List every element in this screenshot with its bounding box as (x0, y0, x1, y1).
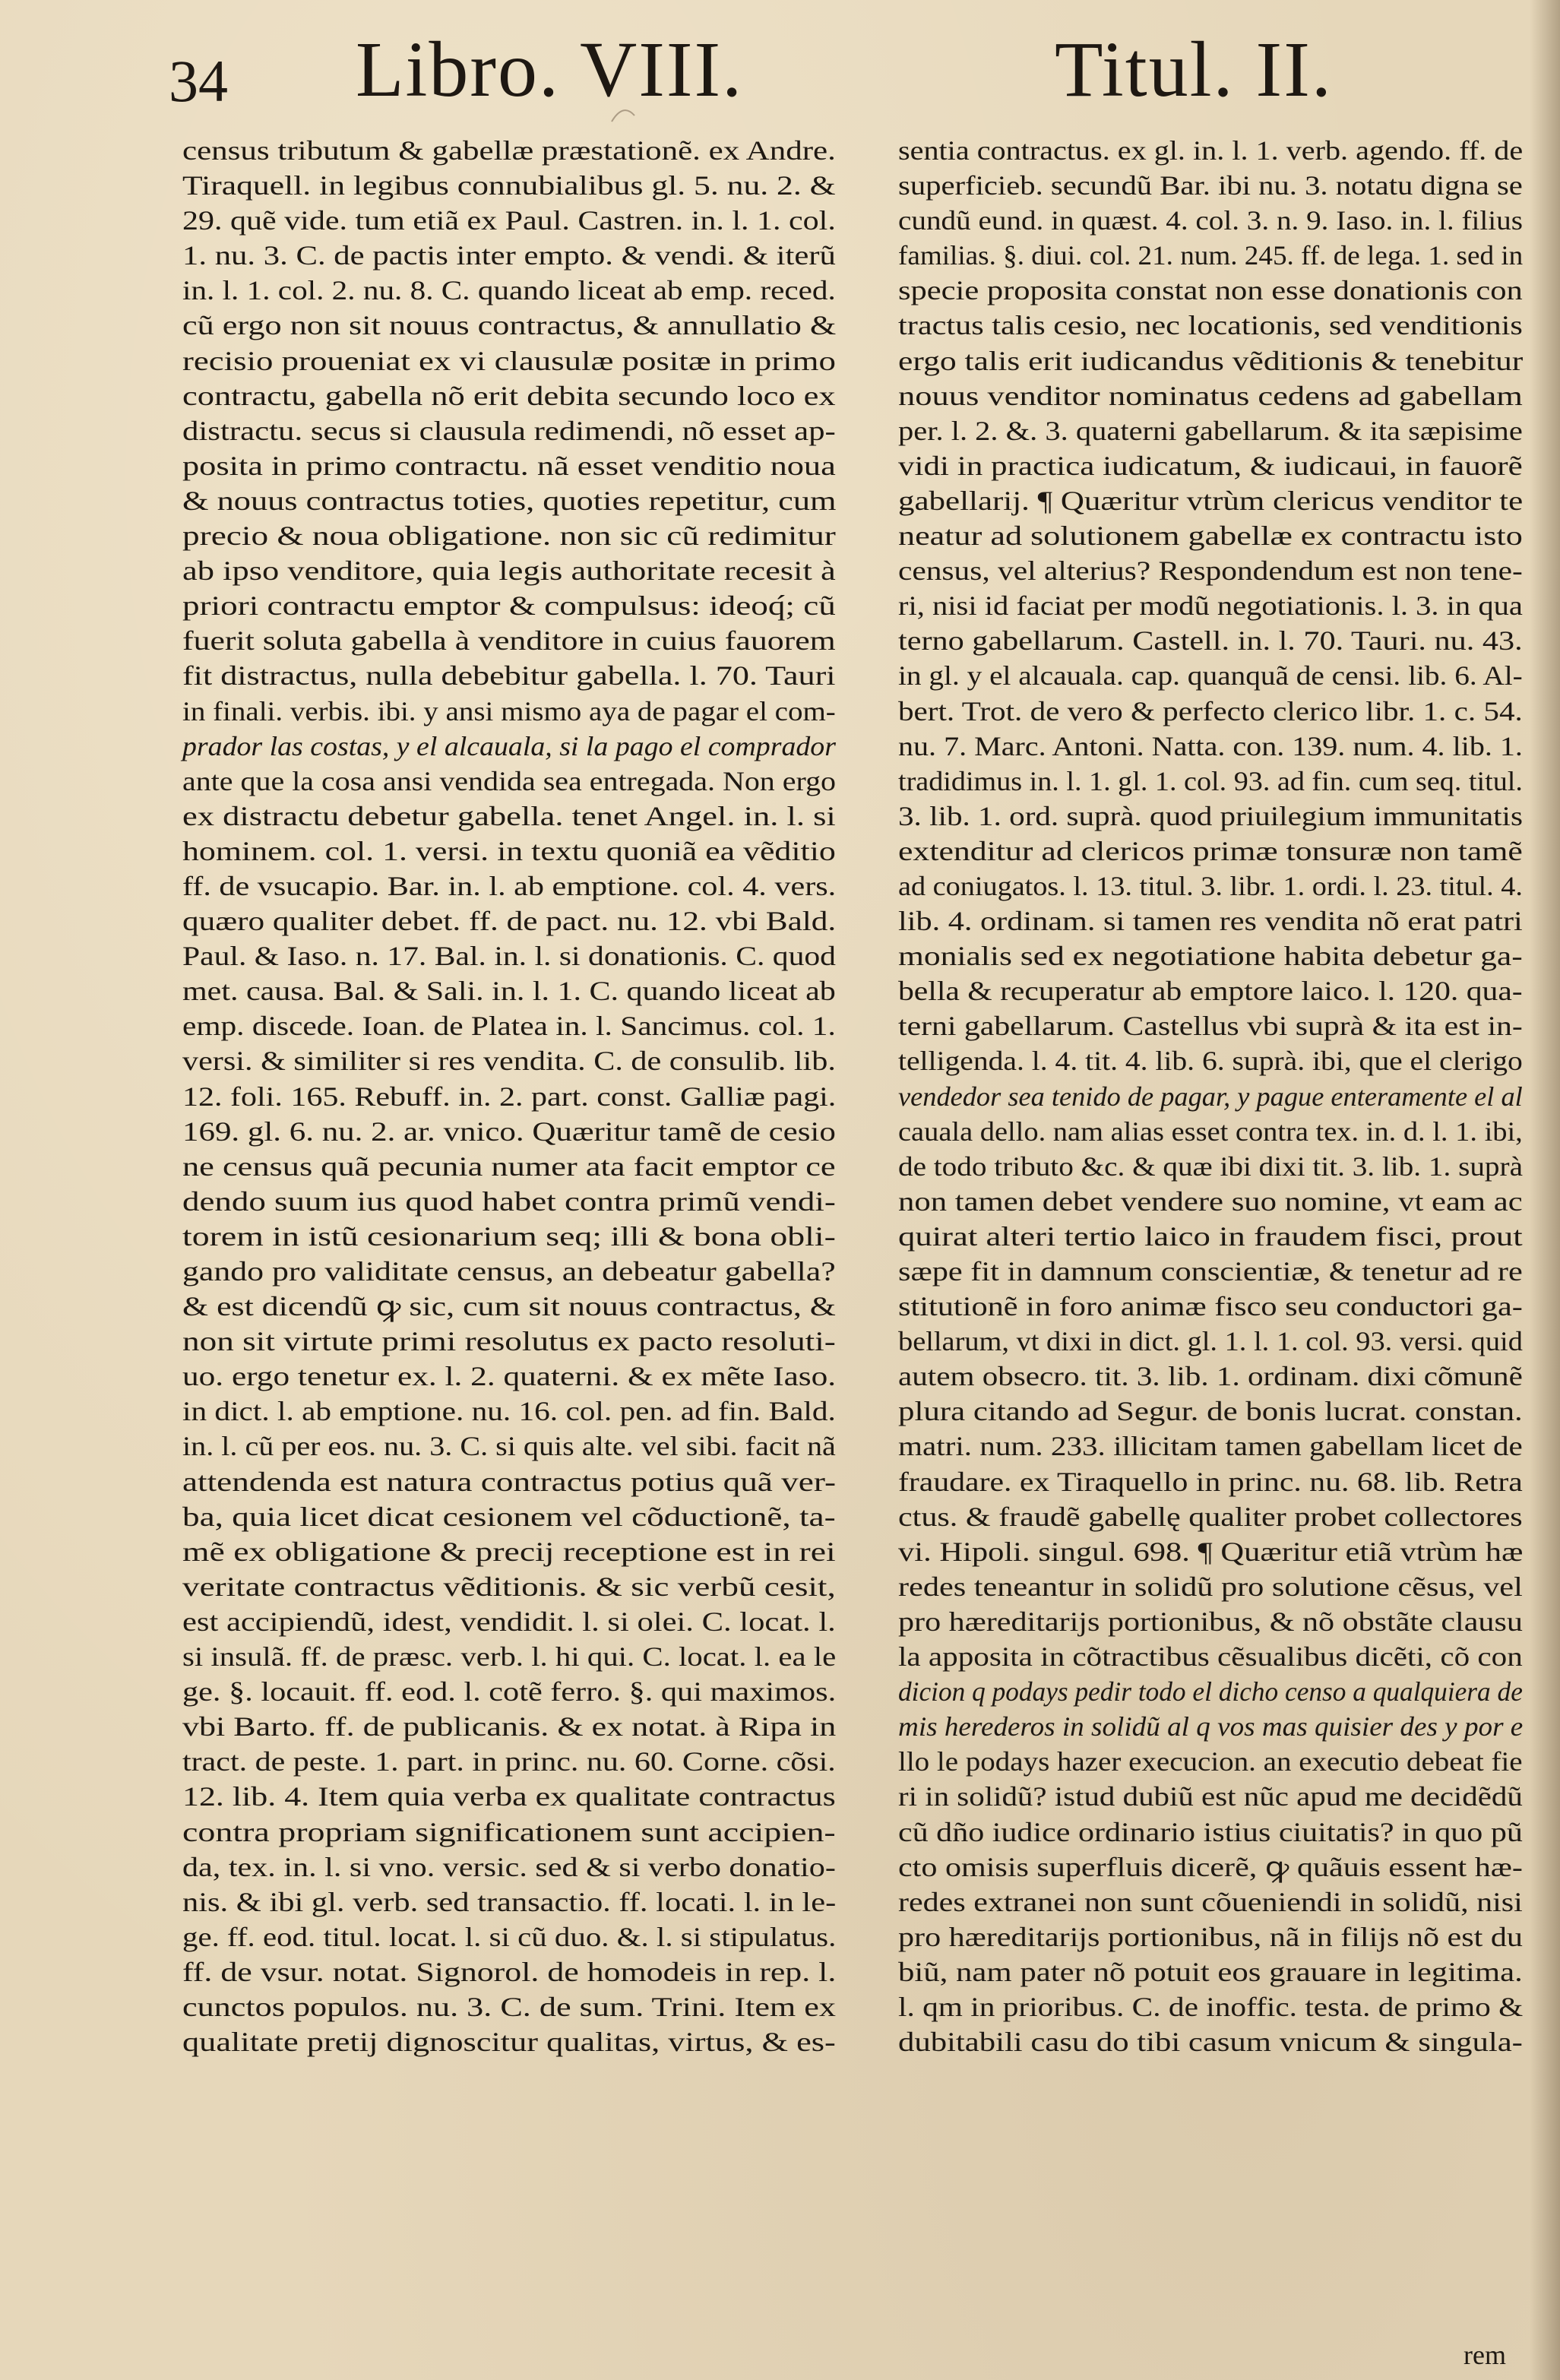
text-line: dubitabili casu do tibi casum vnicum & singula- (898, 2027, 1523, 2058)
text-line: biũ, nam pater nõ potuit eos grauare in legitima. (898, 1956, 1523, 1987)
text-line: cunctos populos. nu. 3. C. de sum. Trini. Item ex (182, 1991, 836, 2022)
text-line: pro hæreditarijs portionibus, & nõ obstãte clausu (898, 1606, 1523, 1637)
text-line: ab ipso venditore, quia legis authoritate recesit à (182, 555, 836, 587)
text-line: met. causa. Bal. & Sali. in. l. 1. C. quando liceat ab (182, 976, 836, 1007)
text-line: priori contractu emptor & compulsus: ideoq́; cũ (182, 590, 836, 622)
text-line: la apposita in cõtractibus cẽsualibus dicẽti, cõ con (898, 1641, 1523, 1673)
text-line: Paul. & Iaso. n. 17. Bal. in. l. si donationis. C. quod (182, 941, 836, 972)
text-line: telligenda. l. 4. tit. 4. lib. 6. suprà. ibi, que el clerigo (898, 1046, 1523, 1077)
text-line: vidi in practica iudicatum, & iudicaui, in fauorẽ (898, 450, 1523, 481)
text-line: de todo tributo &c. & quæ ibi dixi tit. 3. lib. 1. suprà (898, 1150, 1523, 1182)
text-line: ante que la cosa ansi vendida sea entregada. Non ergo (182, 765, 837, 796)
text-line: in. l. 1. col. 2. nu. 8. C. quando liceat ab emp. reced. (182, 275, 836, 306)
text-line: superficieb. secundũ Bar. ibi nu. 3. notatu digna se (898, 170, 1523, 201)
text-line: in finali. verbis. ibi. y ansi mismo aya de pagar el com- (182, 695, 836, 726)
text-line: bert. Trot. de vero & perfecto clerico libr. 1. c. 54. (898, 695, 1523, 726)
text-line: ergo talis erit iudicandus vẽditionis & tenebitur (898, 345, 1524, 376)
text-line: dendo suum ius quod habet contra primũ vendi- (182, 1185, 836, 1217)
text-line: familias. §. diui. col. 21. num. 245. ff. de lega. 1. sed in (898, 240, 1524, 271)
text-line: extenditur ad clericos primæ tonsuræ non tamẽ (898, 835, 1523, 866)
text-line: ad coniugatos. l. 13. titul. 3. libr. 1. ordi. l. 23. titul. 4. (898, 870, 1523, 901)
text-line: gando pro validitate census, an debeatur gabella? (182, 1256, 836, 1287)
text-line: census tributum & gabellæ præstationẽ. ex Andre. (182, 135, 836, 166)
text-line: ge. §. locauit. ff. eod. l. cotẽ ferro. §. qui maximos. (182, 1676, 837, 1707)
text-line: lib. 4. ordinam. si tamen res vendita nõ erat patri (898, 906, 1523, 937)
text-line: emp. discede. Ioan. de Platea in. l. Sancimus. col. 1. (182, 1011, 836, 1042)
text-line: fraudare. ex Tiraquello in princ. nu. 68. lib. Retra (898, 1466, 1523, 1497)
text-line: non sit virtute primi resolutus ex pacto resoluti- (182, 1326, 836, 1357)
text-line: vbi Barto. ff. de publicanis. & ex notat. à Ripa in (182, 1711, 837, 1742)
text-line: ctus. & fraudẽ gabellę qualiter probet collectores (898, 1501, 1523, 1532)
text-line: hominem. col. 1. versi. in textu quoniã ea vẽditio (182, 835, 836, 866)
text-line: sæpe fit in damnum conscientiæ, & tenetur ad re (898, 1256, 1523, 1287)
text-line: cauala dello. nam alias esset contra tex. in. d. l. 1. ibi, (898, 1116, 1523, 1147)
catchword: rem (1463, 2340, 1506, 2370)
text-line: prador las costas, y el alcauala, si la pago el comprador (182, 730, 836, 761)
text-line: 3. lib. 1. ord. suprà. quod priuilegium immunitatis (898, 800, 1523, 831)
text-line: monialis sed ex negotiatione habita debetur ga- (898, 941, 1523, 972)
text-line: non tamen debet vendere suo nomine, vt eam ac (898, 1185, 1523, 1217)
text-line: Tiraquell. in legibus connubialibus gl. 5. nu. 2. & (182, 170, 836, 201)
text-line: quirat alteri tertio laico in fraudem fisci, prout (898, 1220, 1523, 1252)
text-line: in dict. l. ab emptione. nu. 16. col. pen. ad fin. Bald. (182, 1396, 836, 1427)
text-line: uo. ergo tenetur ex. l. 2. quaterni. & ex mẽte Iaso. (182, 1361, 837, 1392)
text-line: recisio proueniat ex vi clausulæ positæ in primo (182, 345, 836, 376)
text-line: l. qm in prioribus. C. de inoffic. testa. de primo & (898, 1991, 1524, 2022)
text-line: bellarum, vt dixi in dict. gl. 1. l. 1. col. 93. versi. quid (898, 1326, 1523, 1357)
text-line: fit distractus, nulla debebitur gabella. l. 70. Tauri (182, 660, 836, 692)
text-line: specie proposita constat non esse donationis con (898, 275, 1523, 306)
text-line: sentia contractus. ex gl. in. l. 1. verb. agendo. ff. de (898, 135, 1524, 166)
page-number: 34 (169, 48, 228, 114)
text-line: ri, nisi id faciat per modũ negotiationis. l. 3. in qua (898, 590, 1523, 622)
text-line: 1. nu. 3. C. de pactis inter empto. & vendi. & iterũ (182, 240, 836, 271)
text-line: tradidimus in. l. 1. gl. 1. col. 93. ad fin. cum seq. titul. (898, 765, 1523, 796)
text-line: ri in solidũ? istud dubiũ est nũc apud me decidẽdũ (898, 1781, 1523, 1812)
text-line: ff. de vsucapio. Bar. in. l. ab emptione. col. 4. vers. (182, 870, 837, 901)
text-line: cundũ eund. in quæst. 4. col. 3. n. 9. Iaso. in. l. filius (898, 205, 1523, 236)
text-line: 12. lib. 4. Item quia verba ex qualitate contractus (182, 1781, 836, 1812)
text-line: ge. ff. eod. titul. locat. l. si cũ duo. &. l. si stipulatus. (182, 1921, 837, 1952)
text-line: vendedor sea tenido de pagar, y pague enteramente el al (898, 1081, 1523, 1112)
text-line: in. l. cũ per eos. nu. 3. C. si quis alte. vel sibi. facit nã (182, 1431, 836, 1462)
text-line: vi. Hipoli. singul. 698. ¶ Quæritur etiã vtrùm hæ (898, 1536, 1524, 1567)
text-line: nouus venditor nominatus cedens ad gabellam (898, 380, 1523, 411)
text-line: terni gabellarum. Castellus vbi suprà & ita est in- (898, 1011, 1523, 1042)
text-line: plura citando ad Segur. de bonis lucrat. constan. (898, 1396, 1523, 1427)
text-line: tractus talis cesio, nec locationis, sed venditionis (898, 310, 1523, 341)
text-line: dicion q podays pedir todo el dicho censo a qualquiera de (898, 1676, 1523, 1707)
left-text-column (182, 133, 836, 2059)
text-line: stitutionẽ in foro animæ fisco seu conductori ga- (898, 1291, 1523, 1322)
text-line: cto omisis superfluis dicerẽ, ꝙ quãuis essent hæ- (898, 1851, 1523, 1882)
text-line: 29. quẽ vide. tum etiã ex Paul. Castren. in. l. 1. col. (182, 205, 836, 236)
text-line: nu. 7. Marc. Antoni. Natta. con. 139. num. 4. lib. 1. (898, 730, 1523, 761)
text-line: si insulã. ff. de præsc. verb. l. hi qui. C. locat. l. ea le (182, 1641, 837, 1673)
text-line: ne census quã pecunia numer ata facit emptor ce (182, 1150, 836, 1182)
text-line: tract. de peste. 1. part. in princ. nu. 60. Corne. cõsi. (182, 1746, 836, 1777)
text-line: veritate contractus vẽditionis. & sic verbũ cesit, (182, 1571, 836, 1602)
text-line: mis herederos in solidũ al q vos mas quisier des y por e (898, 1711, 1524, 1742)
text-line: contractu, gabella nõ erit debita secundo loco ex (182, 380, 836, 411)
text-line: torem in istũ cesionarium seq; illi & bona obli- (182, 1220, 836, 1252)
text-line: posita in primo contractu. nã esset venditio noua (182, 450, 836, 481)
text-line: & est dicendũ ꝙ sic, cum sit nouus contractus, & (182, 1291, 836, 1322)
text-line: ff. de vsur. notat. Signorol. de homodeis in rep. l. (182, 1956, 837, 1987)
text-line: precio & noua obligatione. non sic cũ redimitur (182, 521, 836, 552)
text-line: attendenda est natura contractus potius quã ver- (182, 1466, 837, 1497)
text-line: 169. gl. 6. nu. 2. ar. vnico. Quæritur tamẽ de cesio (182, 1116, 836, 1147)
text-line: cũ dño iudice ordinario istius ciuitatis? in quo pũ (898, 1816, 1523, 1847)
text-line: llo le podays hazer execucion. an executio debeat fie (898, 1746, 1523, 1777)
right-text-column (898, 133, 1523, 2059)
text-line: in gl. y el alcauala. cap. quanquã de censi. lib. 6. Al- (898, 660, 1523, 692)
text-line: gabellarij. ¶ Quæritur vtrùm clericus venditor te (898, 485, 1524, 516)
text-line: ba, quia licet dicat cesionem vel cõductionẽ, ta- (182, 1501, 836, 1532)
ink-mark (608, 99, 653, 129)
running-head-book: Libro. VIII. (356, 26, 744, 113)
text-line: & nouus contractus toties, quoties repetitur, cum (182, 485, 837, 516)
text-line: cũ ergo non sit nouus contractus, & annullatio & (182, 310, 837, 341)
text-line: qualitate pretij dignoscitur qualitas, virtus, & es- (182, 2027, 836, 2058)
text-line: census, vel alterius? Respondendum est non tene- (898, 555, 1523, 587)
text-line: redes extranei non sunt cõueniendi in solidũ, nisi (898, 1886, 1523, 1917)
text-line: redes teneantur in solidũ pro solutione cẽsus, vel (898, 1571, 1523, 1602)
text-line: 12. foli. 165. Rebuff. in. 2. part. const. Galliæ pagi. (182, 1081, 837, 1112)
page-edge-shadow (1530, 0, 1560, 2380)
text-line: terno gabellarum. Castell. in. l. 70. Tauri. nu. 43. (898, 625, 1523, 657)
text-line: mẽ ex obligatione & precij receptione est in rei (182, 1536, 836, 1567)
text-line: autem obsecro. tit. 3. lib. 1. ordinam. dixi cõmunẽ (898, 1361, 1523, 1392)
running-head-title: Titul. II. (1055, 26, 1333, 113)
text-line: da, tex. in. l. si vno. versic. sed & si verbo donatio- (182, 1851, 836, 1882)
text-line: ex distractu debetur gabella. tenet Angel. in. l. si (182, 800, 836, 831)
text-line: neatur ad solutionem gabellæ ex contractu isto (898, 521, 1523, 552)
text-line: per. l. 2. &. 3. quaterni gabellarum. & ita sæpisime (898, 415, 1523, 446)
text-line: versi. & similiter si res vendita. C. de consulib. lib. (182, 1046, 836, 1077)
text-line: nis. & ibi gl. verb. sed transactio. ff. locati. l. in le- (182, 1886, 837, 1917)
text-line: est accipiendũ, idest, vendidit. l. si olei. C. locat. l. (182, 1606, 836, 1637)
text-line: pro hæreditarijs portionibus, nã in filijs nõ est du (898, 1921, 1523, 1952)
text-line: distractu. secus si clausula redimendi, nõ esset ap- (182, 415, 836, 446)
text-line: contra propriam significationem sunt accipien- (182, 1816, 836, 1847)
text-line: matri. num. 233. illicitam tamen gabellam licet de (898, 1431, 1523, 1462)
text-line: bella & recuperatur ab emptore laico. l. 120. qua- (898, 976, 1523, 1007)
text-line: fuerit soluta gabella à venditore in cuius fauorem (182, 625, 836, 657)
text-line: quæro qualiter debet. ff. de pact. nu. 12. vbi Bald. (182, 906, 837, 937)
